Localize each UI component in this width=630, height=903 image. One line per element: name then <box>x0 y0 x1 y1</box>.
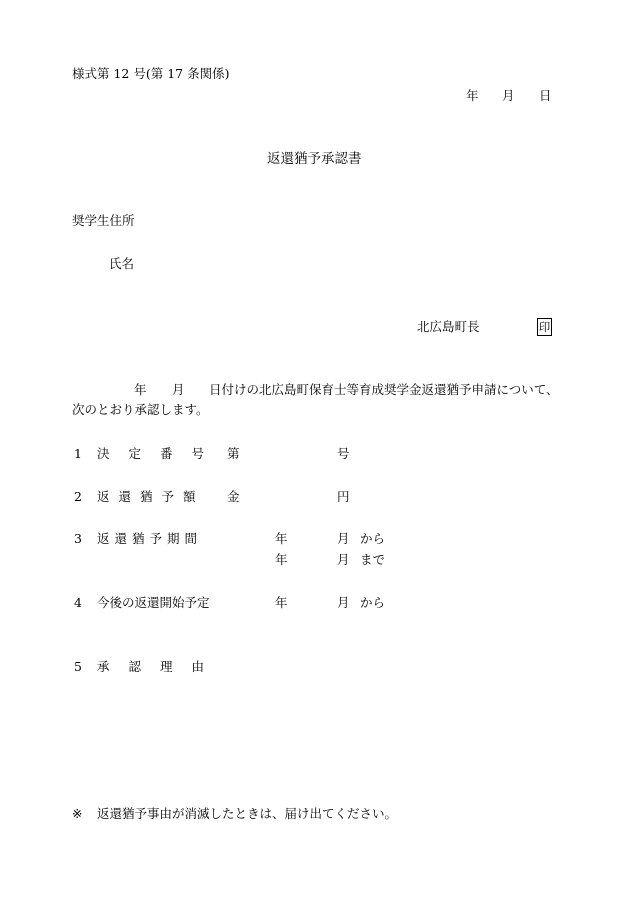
body-year: 年 <box>134 382 147 397</box>
item-2-label: 返還猶予額 <box>97 489 205 504</box>
item-4-word: から <box>360 595 386 610</box>
item-3-to-word: まで <box>360 552 386 567</box>
item-4-year: 年 <box>275 595 288 610</box>
body-line2: 次のとおり承認します。 <box>72 402 209 417</box>
item-4-label: 今後の返還開始予定 <box>97 595 210 610</box>
item-2-prefix: 金 <box>227 489 240 504</box>
item-3-from-word: から <box>360 531 386 546</box>
item-3-to-year: 年 <box>275 552 288 567</box>
date-day-label: 日 <box>539 88 552 103</box>
item-5-label: 承認理由 <box>97 659 224 674</box>
body-line1: 日付けの北広島町保育士等育成奨学金返還猶予申請について、 <box>209 382 559 397</box>
item-3-number: 3 <box>74 531 82 546</box>
document-title: 返還猶予承認書 <box>267 151 362 167</box>
date-month-label: 月 <box>502 88 515 103</box>
item-3-to-month: 月 <box>337 552 350 567</box>
note-text: 返還猶予事由が消滅したときは、届け出てください。 <box>97 806 398 821</box>
name-label: 氏名 <box>109 256 135 271</box>
form-number: 様式第 12 号(第 17 条関係) <box>72 66 230 81</box>
item-4-number: 4 <box>74 595 82 610</box>
item-3-from-month: 月 <box>337 531 350 546</box>
issuer-name: 北広島町長 <box>417 319 480 334</box>
item-1-prefix: 第 <box>227 446 240 461</box>
item-1-suffix: 号 <box>337 446 350 461</box>
seal-mark: 印 <box>538 320 551 334</box>
body-month: 月 <box>172 382 185 397</box>
item-4-month: 月 <box>337 595 350 610</box>
address-label: 奨学生住所 <box>72 213 135 228</box>
item-5-number: 5 <box>74 659 82 674</box>
item-3-from-year: 年 <box>275 531 288 546</box>
item-2-number: 2 <box>74 489 82 504</box>
item-1-number: 1 <box>74 446 82 461</box>
item-1-label: 決定番号 <box>97 446 224 461</box>
date-year-label: 年 <box>466 88 479 103</box>
note-mark: ※ <box>72 806 83 821</box>
item-3-label: 返還猶予期間 <box>97 531 203 546</box>
item-2-suffix: 円 <box>337 489 350 504</box>
